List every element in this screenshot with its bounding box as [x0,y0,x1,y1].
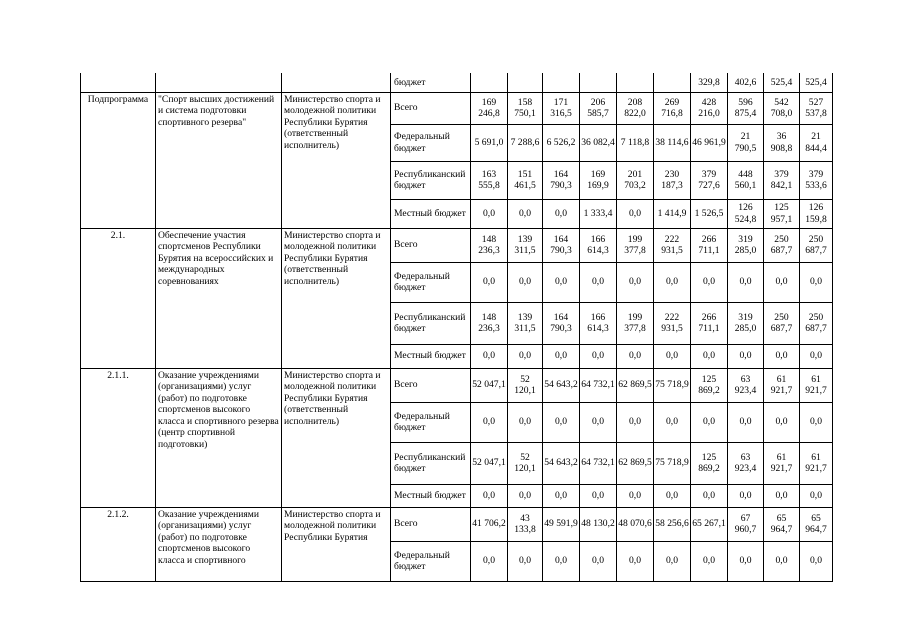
value-cell: 21 790,5 [728,124,764,161]
value-cell: 0,0 [654,484,691,507]
value-cell: 0,0 [654,262,691,302]
value-cell: 1 526,5 [691,199,728,228]
value-cell: 402,6 [728,73,764,92]
value-cell: 126 159,8 [800,199,833,228]
value-cell: 250 687,7 [764,228,800,262]
table-row [81,228,833,262]
section-name: Обеспечение участия спортсменов Республики Бурятия на всероссийских и международных соревнованиях [156,228,282,368]
value-cell: 75 718,9 [654,442,691,484]
value-cell: 169 246,8 [471,92,508,124]
funding-source: Республиканский бюджет [391,442,471,484]
value-cell: 448 560,1 [728,161,764,199]
value-cell: 0,0 [728,402,764,442]
value-cell: 527 537,8 [800,92,833,124]
value-cell: 525,4 [764,73,800,92]
value-cell: 269 716,8 [654,92,691,124]
value-cell: 52 047,1 [471,368,508,402]
value-cell: 171 316,5 [543,92,580,124]
value-cell: 6 526,2 [543,124,580,161]
value-cell: 1 414,9 [654,199,691,228]
value-cell: 206 585,7 [580,92,617,124]
value-cell: 169 169,9 [580,161,617,199]
value-cell: 7 288,6 [508,124,543,161]
value-cell: 0,0 [471,541,508,581]
value-cell: 5 691,0 [471,124,508,161]
value-cell: 0,0 [691,344,728,368]
value-cell: 0,0 [471,199,508,228]
value-cell: 0,0 [543,262,580,302]
value-cell: 0,0 [800,484,833,507]
value-cell: 67 960,7 [728,507,764,541]
value-cell: 0,0 [471,484,508,507]
value-cell [508,73,543,92]
value-cell: 62 869,5 [617,368,654,402]
budget-table [80,73,833,582]
value-cell: 164 790,3 [543,228,580,262]
value-cell: 0,0 [764,484,800,507]
value-cell: 48 130,2 [580,507,617,541]
value-cell [543,73,580,92]
value-cell: 0,0 [543,484,580,507]
value-cell: 0,0 [728,262,764,302]
value-cell: 0,0 [691,262,728,302]
value-cell: 58 256,6 [654,507,691,541]
funding-source: Всего [391,92,471,124]
value-cell [580,73,617,92]
value-cell: 139 311,5 [508,302,543,344]
value-cell: 0,0 [508,199,543,228]
value-cell: 0,0 [764,344,800,368]
value-cell: 266 711,1 [691,228,728,262]
value-cell: 48 070,6 [617,507,654,541]
value-cell: 0,0 [543,402,580,442]
value-cell: 0,0 [728,484,764,507]
value-cell: 0,0 [543,199,580,228]
value-cell: 125 869,2 [691,368,728,402]
value-cell: 62 869,5 [617,442,654,484]
value-cell: 75 718,9 [654,368,691,402]
value-cell: 222 931,5 [654,228,691,262]
table-row [81,92,833,124]
section-code: 2.1.1. [81,368,156,507]
funding-source: Всего [391,228,471,262]
value-cell: 43 133,8 [508,507,543,541]
section-code: 2.1. [81,228,156,368]
section-name: Оказание учреждениями (организациями) услуг (работ) по подготовке спортсменов высокого класса и спортивного [156,507,282,581]
value-cell: 319 285,0 [728,228,764,262]
table-row [81,507,833,541]
section-name: Оказание учреждениями (организациями) услуг (работ) по подготовке спортсменов высокого класса и спортивного резерва (центр спортивной подготовки) [156,368,282,507]
value-cell: 0,0 [764,262,800,302]
value-cell: 0,0 [617,541,654,581]
value-cell: 201 703,2 [617,161,654,199]
table-body [81,73,833,581]
value-cell: 65 964,7 [800,507,833,541]
funding-source: Местный бюджет [391,484,471,507]
name-cell [156,73,282,92]
value-cell: 148 236,3 [471,302,508,344]
value-cell: 0,0 [580,541,617,581]
value-cell: 38 114,6 [654,124,691,161]
value-cell: 64 732,1 [580,442,617,484]
value-cell [471,73,508,92]
value-cell: 0,0 [508,484,543,507]
funding-source: Всего [391,507,471,541]
value-cell: 0,0 [580,484,617,507]
value-cell: 61 921,7 [800,368,833,402]
value-cell: 125 957,1 [764,199,800,228]
value-cell: 222 931,5 [654,302,691,344]
value-cell: 65 267,1 [691,507,728,541]
value-cell: 49 591,9 [543,507,580,541]
value-cell: 0,0 [654,402,691,442]
funding-source: Федеральный бюджет [391,541,471,581]
section-executor: Министерство спорта и молодежной политики Республики Бурятия (ответственный исполнитель) [282,368,391,507]
value-cell: 41 706,2 [471,507,508,541]
value-cell: 151 461,5 [508,161,543,199]
value-cell: 0,0 [800,541,833,581]
value-cell: 230 187,3 [654,161,691,199]
value-cell: 7 118,8 [617,124,654,161]
value-cell: 0,0 [691,402,728,442]
value-cell: 52 120,1 [508,442,543,484]
value-cell: 139 311,5 [508,228,543,262]
value-cell: 0,0 [617,199,654,228]
value-cell: 52 047,1 [471,442,508,484]
value-cell: 148 236,3 [471,228,508,262]
funding-source: Местный бюджет [391,199,471,228]
value-cell: 266 711,1 [691,302,728,344]
value-cell: 36 908,8 [764,124,800,161]
code-cell [81,73,156,92]
funding-source: Всего [391,368,471,402]
table-row [81,73,833,92]
funding-source: Местный бюджет [391,344,471,368]
section-executor: Министерство спорта и молодежной политики Республики Бурятия (ответственный исполнитель) [282,92,391,228]
value-cell: 0,0 [471,262,508,302]
section-code: Подпрограмма [81,92,156,228]
value-cell: 0,0 [508,541,543,581]
value-cell: 319 285,0 [728,302,764,344]
value-cell: 379 727,6 [691,161,728,199]
value-cell: 54 643,2 [543,368,580,402]
value-cell: 166 614,3 [580,228,617,262]
value-cell: 379 842,1 [764,161,800,199]
value-cell: 0,0 [800,402,833,442]
section-name: "Спорт высших достижений и система подготовки спортивного резерва" [156,92,282,228]
value-cell: 0,0 [764,541,800,581]
value-cell: 0,0 [543,344,580,368]
value-cell: 329,8 [691,73,728,92]
value-cell: 63 923,4 [728,442,764,484]
value-cell: 64 732,1 [580,368,617,402]
value-cell: 0,0 [617,484,654,507]
value-cell: 0,0 [580,402,617,442]
section-executor: Министерство спорта и молодежной политики Республики Бурятия [282,507,391,581]
value-cell: 0,0 [654,541,691,581]
value-cell: 52 120,1 [508,368,543,402]
value-cell: 250 687,7 [764,302,800,344]
value-cell: 0,0 [800,344,833,368]
value-cell: 0,0 [508,262,543,302]
value-cell: 63 923,4 [728,368,764,402]
value-cell: 525,4 [800,73,833,92]
value-cell: 0,0 [617,262,654,302]
value-cell: 0,0 [728,344,764,368]
table-row [81,368,833,402]
value-cell: 428 216,0 [691,92,728,124]
value-cell: 0,0 [508,344,543,368]
value-cell: 199 377,8 [617,228,654,262]
value-cell: 0,0 [800,262,833,302]
value-cell: 0,0 [471,402,508,442]
value-cell: 0,0 [764,402,800,442]
value-cell: 164 790,3 [543,302,580,344]
value-cell: 125 869,2 [691,442,728,484]
value-cell: 54 643,2 [543,442,580,484]
value-cell: 61 921,7 [800,442,833,484]
funding-source: Федеральный бюджет [391,262,471,302]
value-cell: 0,0 [691,541,728,581]
value-cell: 0,0 [508,402,543,442]
value-cell: 596 875,4 [728,92,764,124]
value-cell: 0,0 [471,344,508,368]
funding-source: Республиканский бюджет [391,161,471,199]
value-cell: 0,0 [617,344,654,368]
value-cell: 208 822,0 [617,92,654,124]
value-cell: 0,0 [543,541,580,581]
value-cell: 0,0 [580,344,617,368]
funding-source: Республиканский бюджет [391,302,471,344]
value-cell: 542 708,0 [764,92,800,124]
value-cell: 36 082,4 [580,124,617,161]
value-cell: 126 524,8 [728,199,764,228]
value-cell: 0,0 [617,402,654,442]
value-cell: 0,0 [654,344,691,368]
value-cell: 379 533,6 [800,161,833,199]
source-cell: бюджет [391,73,471,92]
value-cell: 0,0 [580,262,617,302]
section-code: 2.1.2. [81,507,156,581]
value-cell: 158 750,1 [508,92,543,124]
value-cell: 0,0 [691,484,728,507]
value-cell [617,73,654,92]
value-cell: 65 964,7 [764,507,800,541]
value-cell: 0,0 [728,541,764,581]
section-executor: Министерство спорта и молодежной политики Республики Бурятия (ответственный исполнитель) [282,228,391,368]
value-cell: 163 555,8 [471,161,508,199]
value-cell: 61 921,7 [764,442,800,484]
value-cell: 250 687,7 [800,228,833,262]
value-cell: 1 333,4 [580,199,617,228]
funding-source: Федеральный бюджет [391,402,471,442]
value-cell: 164 790,3 [543,161,580,199]
value-cell: 61 921,7 [764,368,800,402]
value-cell: 166 614,3 [580,302,617,344]
value-cell: 250 687,7 [800,302,833,344]
executor-cell [282,73,391,92]
value-cell: 46 961,9 [691,124,728,161]
funding-source: Федеральный бюджет [391,124,471,161]
value-cell: 21 844,4 [800,124,833,161]
value-cell [654,73,691,92]
value-cell: 199 377,8 [617,302,654,344]
